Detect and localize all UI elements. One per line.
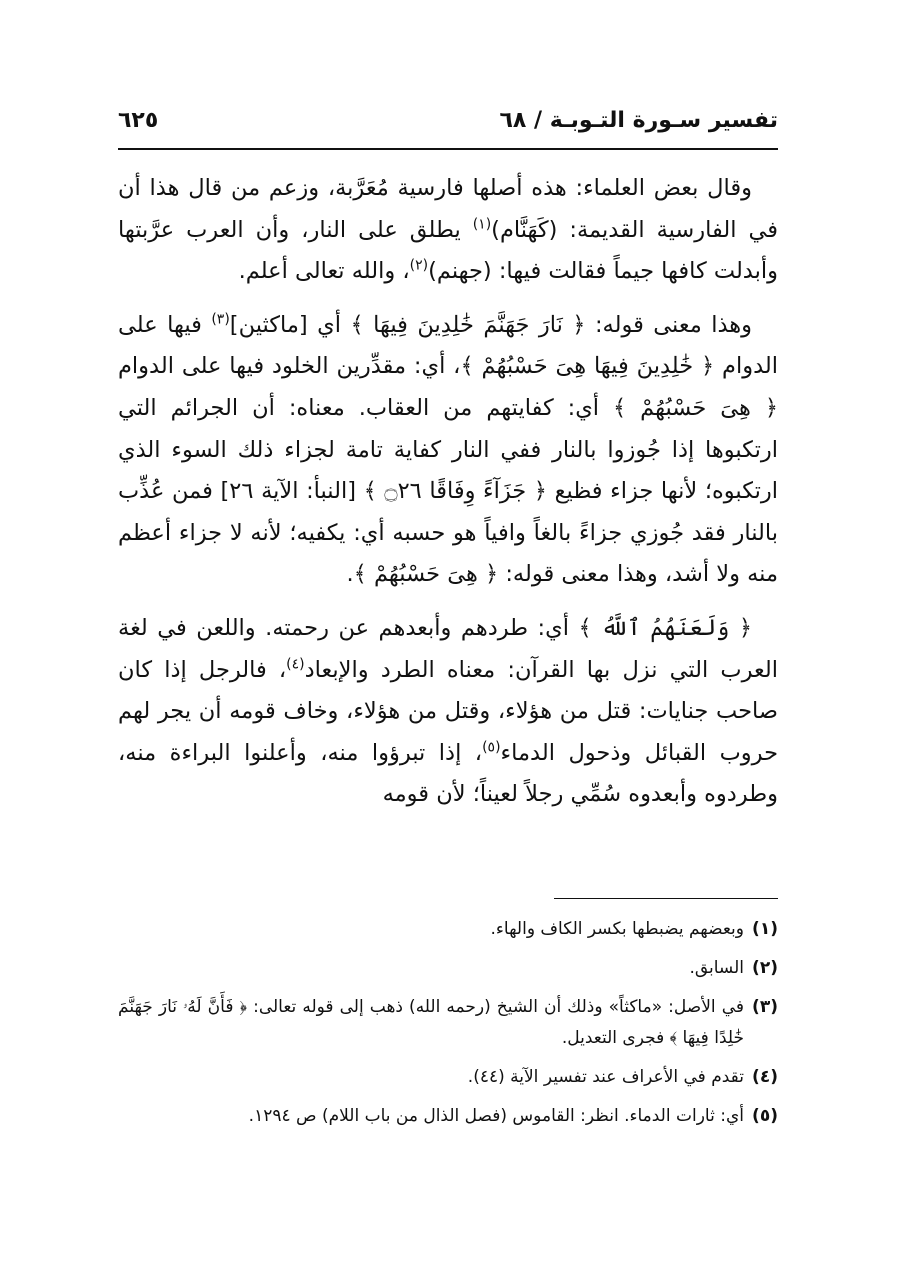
paragraph-1 [118, 168, 778, 293]
quran-quote: ﴿ نَارَ جَهَنَّمَ خَٰلِدِينَ فِيهَا ﴾ [350, 311, 586, 338]
footnote-ref-3: (٣) [211, 311, 230, 328]
running-title: تفسير سـورة التـوبـة / ٦٨ [499, 108, 778, 133]
text: ، أي: مقدِّرين الخلود فيها على الدوام [118, 353, 461, 380]
paragraph-3 [118, 608, 778, 816]
footnote-number: (٤) [752, 1067, 778, 1087]
footnote-3 [118, 992, 778, 1054]
footnote-number: (١) [752, 919, 778, 939]
footnote-ref-4: (٤) [286, 656, 305, 673]
text: فيها على الدوام [118, 311, 779, 380]
footnote-2 [118, 953, 778, 984]
page-number: ٦٢٥ [118, 108, 159, 133]
text: ، إذا تبرؤوا منه، وأعلنوا البراءة منه، وطردوه وأبعدوه سُمِّي رجلاً لعيناً؛ لأن قومه [118, 739, 778, 808]
footnote-separator [554, 898, 778, 899]
footnote-text: وبعضهم يضبطها بكسر الكاف والهاء. [490, 919, 744, 939]
text: وقال بعض العلماء: هذه أصلها فارسية مُعَرَّبة، وزعم من قال هذا أن في الفارسية القديمة: (كَهَنَّام) [118, 175, 778, 243]
footnote-ref-1: (١) [472, 216, 492, 233]
text: وهذا معنى قوله: [585, 311, 752, 338]
footnote-number: (٢) [752, 958, 778, 978]
text: [النبأ: الآية ٢٦] فمن عُذِّب بالنار فقد جُوزي جزاءً بالغاً وافياً هو حسبه أي: يكفيه؛ لأنه لا جزاء أعظم منه ولا أشد، وهذا معنى قوله: [118, 478, 778, 588]
footnote-4 [118, 1062, 778, 1093]
footnote-text: السابق. [689, 958, 744, 978]
text: أي: كفايتهم من العقاب. معناه: أن الجرائم التي ارتكبوها إذا جُوزوا بالنار ففي النار كفاية تامة لجزاء ذلك السوء الذي ارتكبوه؛ لأنها جزاء فظيع [118, 394, 779, 505]
footnote-text: في الأصل: «ماكثاً» وذلك أن الشيخ (رحمه الله) ذهب إلى قوله تعالى: ﴿ فَأَنَّ لَهُۥ نَارَ جَهَنَّمَ خَٰلِدًا فِيهَا ﴾ فجرى التعديل. [118, 997, 744, 1048]
text: يطلق على النار، وأن العرب عرَّبتها وأبدلت كافها جيماً فقالت فيها: (جهنم) [118, 216, 778, 285]
footnote-ref-2: (٢) [409, 257, 429, 274]
page-header [118, 108, 778, 148]
quran-quote: ﴿ هِىَ حَسْبُهُمْ ﴾ [613, 394, 778, 421]
quran-quote: ﴿ وَلَعَنَهُمُ ٱللَّهُ ﴾ [578, 614, 753, 641]
quran-quote: ﴿ خَٰلِدِينَ فِيهَا هِىَ حَسْبُهُمْ ﴾ [460, 353, 715, 380]
text: ، والله تعالى أعلم. [238, 258, 410, 285]
footnote-1 [118, 914, 778, 945]
header-rule [118, 148, 778, 150]
footnote-text: تقدم في الأعراف عند تفسير الآية (٤٤). [467, 1067, 744, 1087]
text: . [346, 561, 354, 588]
quran-quote: ﴿ هِىَ حَسْبُهُمْ ﴾ [353, 561, 499, 588]
footnote-text: أي: ثارات الدماء. انظر: القاموس (فصل الذال من باب اللام) ص ١٢٩٤. [248, 1106, 744, 1126]
text: أي: طردهم وأبعدهم عن رحمته. واللعن في لغة العرب التي نزل بها القرآن: معناه الطرد والإبعاد [118, 614, 778, 683]
footnote-ref-5: (٥) [482, 739, 501, 756]
footnotes [118, 914, 778, 1140]
quran-quote: ﴿ جَزَآءً وِفَاقًا ۝٢٦ ﴾ [363, 478, 547, 505]
text: ، فالرجل إذا كان صاحب جنايات: قتل من هؤلاء، وقتل من هؤلاء، وخاف قومه أن يجر لهم حروب القبائل وذحول الدماء [118, 656, 778, 766]
paragraph-2 [118, 305, 778, 596]
footnote-5 [118, 1101, 778, 1132]
footnote-number: (٥) [752, 1106, 778, 1126]
main-text [118, 168, 778, 816]
text: أي [ماكثين] [229, 311, 351, 338]
footnote-number: (٣) [752, 997, 778, 1017]
